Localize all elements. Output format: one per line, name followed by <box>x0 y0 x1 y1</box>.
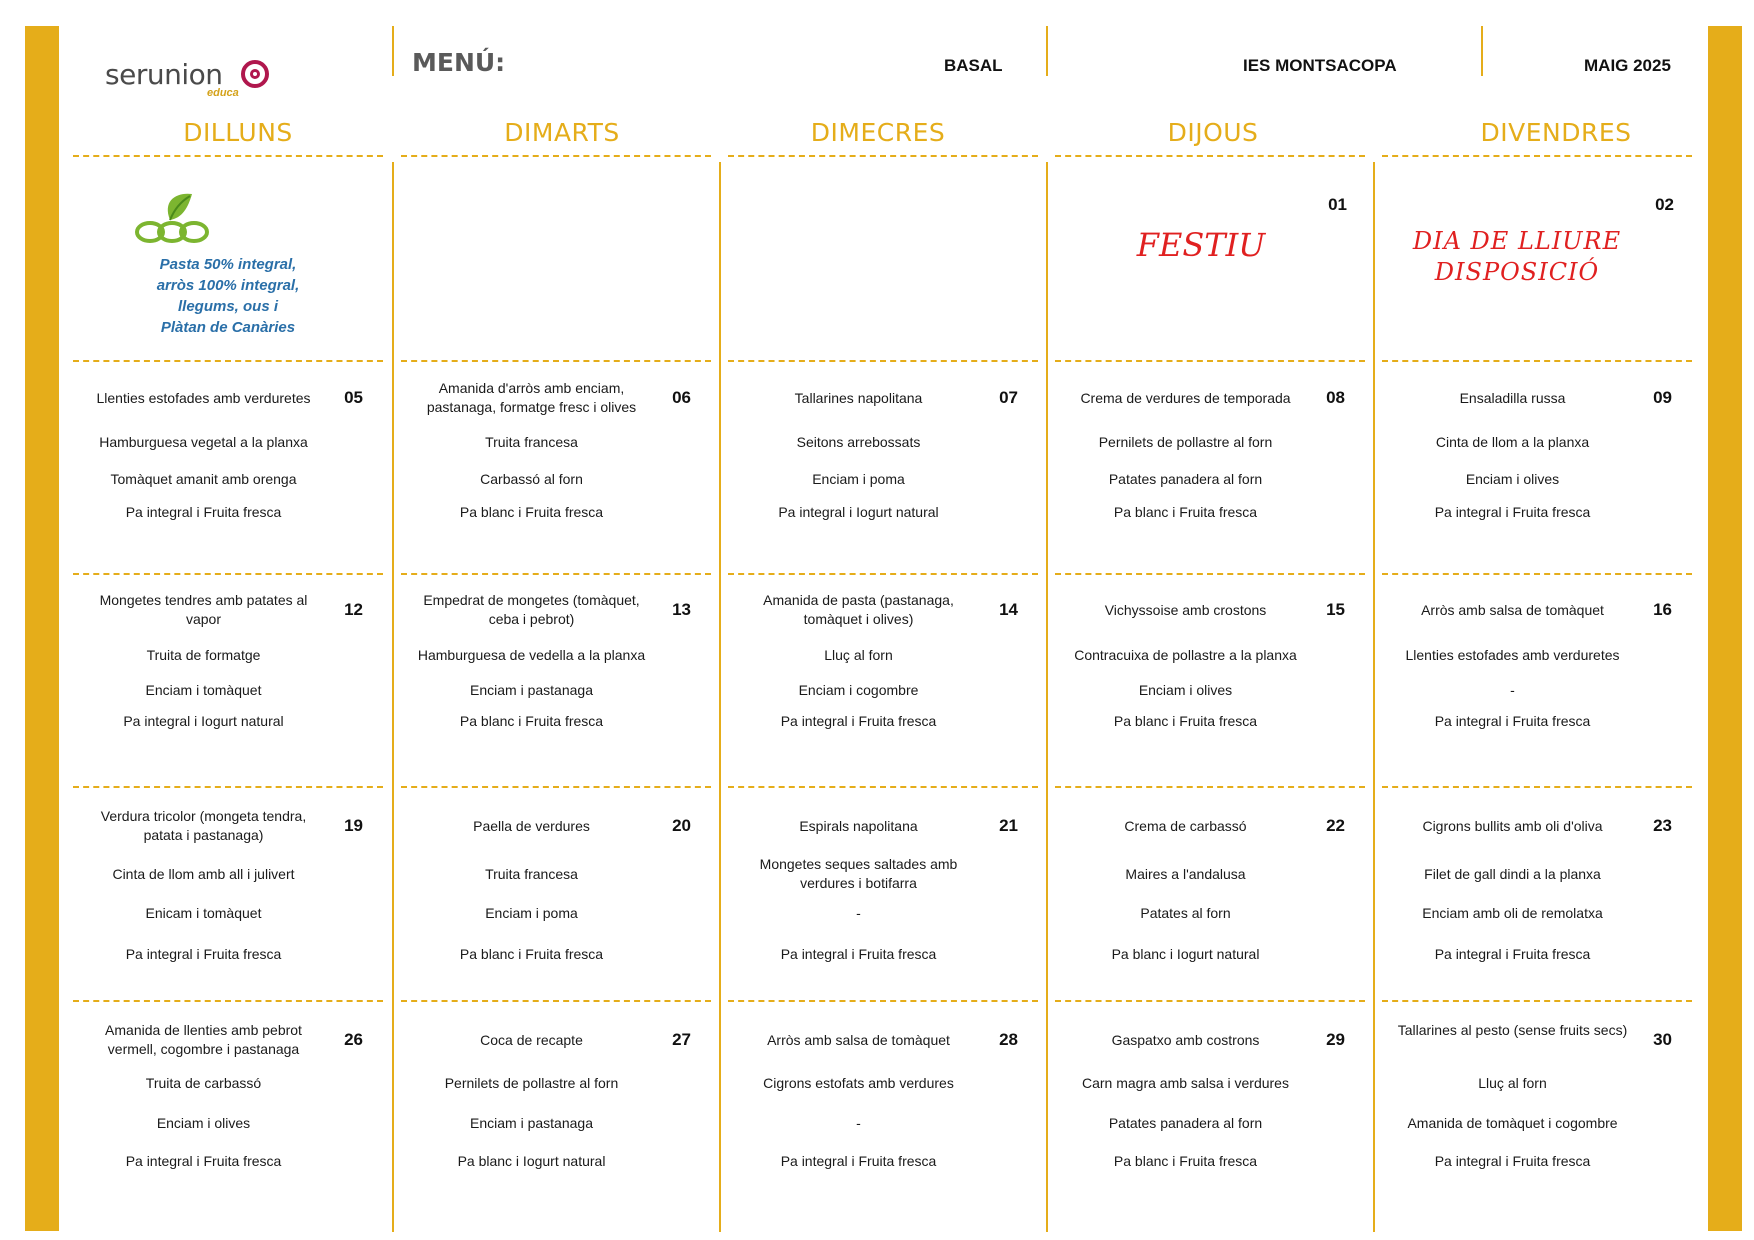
side-dish: Amanida de tomàquet i cogombre <box>1407 1115 1618 1131</box>
day-number: 28 <box>999 1030 1018 1049</box>
row-separator <box>1382 360 1692 362</box>
serunion-logo <box>105 58 285 98</box>
bread-and-dessert: Pa blanc i Fruita fresca <box>459 713 604 729</box>
bread-and-dessert: Pa integral i Fruita fresca <box>780 713 937 729</box>
side-dish: Enciam i olives <box>1138 682 1233 698</box>
row-separator <box>401 1000 711 1002</box>
side-dish: Enciam i poma <box>812 471 905 487</box>
day-header-friday: DIVENDRES <box>1480 118 1632 147</box>
row-separator <box>73 1000 383 1002</box>
first-course: Paella de verdures <box>473 818 590 834</box>
row-separator <box>1055 573 1365 575</box>
day-number: 19 <box>344 816 363 835</box>
bread-and-dessert: Pa integral i Iogurt natural <box>778 504 939 520</box>
second-course: Truita de carbassó <box>145 1075 262 1091</box>
day-number: 15 <box>1326 600 1345 619</box>
bread-and-dessert: Pa integral i Fruita fresca <box>1434 504 1591 520</box>
day-cell <box>1055 378 1367 568</box>
second-course: Lluç al forn <box>1478 1075 1547 1091</box>
side-dish: Enciam i olives <box>156 1115 251 1131</box>
row-separator <box>1055 786 1365 788</box>
eco-note-line: Pasta 50% integral, <box>159 256 297 273</box>
day-cell <box>1055 806 1367 996</box>
second-course: Llenties estofades amb verduretes <box>1405 647 1620 663</box>
day-cell <box>1382 806 1694 996</box>
day-number: 30 <box>1653 1030 1672 1049</box>
day-cell <box>1057 190 1369 350</box>
side-dish: Enciam i tomàquet <box>145 682 262 698</box>
day-cell <box>1382 1020 1694 1210</box>
first-course: Amanida de llenties amb pebrot vermell, cogombre i pastanaga <box>105 1022 302 1057</box>
first-course: Amanida de pasta (pastanaga, tomàquet i olives) <box>763 592 954 627</box>
column-divider <box>1373 162 1375 1232</box>
left-accent-bar <box>25 26 59 1231</box>
second-course: Pernilets de pollastre al forn <box>1098 434 1273 450</box>
row-separator <box>401 360 711 362</box>
day-number: 06 <box>672 388 691 407</box>
second-course: Hamburguesa de vedella a la planxa <box>417 647 646 663</box>
festiu-label: FESTIU <box>1136 226 1266 264</box>
first-course: Amanida d'arròs amb enciam, pastanaga, formatge fresc i olives <box>426 380 637 415</box>
day-number: 09 <box>1653 388 1672 407</box>
logo-subtext: educa <box>207 87 239 99</box>
row-separator <box>401 573 711 575</box>
first-course: Tallarines al pesto (sense fruits secs) <box>1397 1022 1628 1038</box>
row-separator <box>401 155 711 157</box>
header-separator <box>1481 26 1483 76</box>
row-separator <box>73 786 383 788</box>
row-separator <box>73 155 383 157</box>
row-separator <box>1382 573 1692 575</box>
side-dish: Patates al forn <box>1140 905 1231 921</box>
day-cell <box>401 1020 713 1210</box>
eco-note <box>128 254 328 338</box>
side-dish: Patates panadera al forn <box>1108 1115 1263 1131</box>
day-number: 26 <box>344 1030 363 1049</box>
day-cell <box>401 378 713 568</box>
side-dish: Enciam i olives <box>1465 471 1560 487</box>
bread-and-dessert: Pa integral i Fruita fresca <box>1434 1153 1591 1169</box>
day-cell <box>401 806 713 996</box>
first-course: Ensaladilla russa <box>1459 390 1566 406</box>
second-course: Maires a l'andalusa <box>1125 866 1246 882</box>
bread-and-dessert: Pa blanc i Fruita fresca <box>1113 713 1258 729</box>
row-separator <box>1055 360 1365 362</box>
day-number: 13 <box>672 600 691 619</box>
day-number: 16 <box>1653 600 1672 619</box>
row-separator <box>401 786 711 788</box>
row-separator <box>1382 1000 1692 1002</box>
side-dish: Enciam i poma <box>485 905 578 921</box>
day-header-tuesday: DIMARTS <box>504 118 620 147</box>
day-cell <box>73 806 385 996</box>
second-course: Lluç al forn <box>824 647 893 663</box>
first-course: Gaspatxo amb costrons <box>1111 1032 1260 1048</box>
side-dish: Patates panadera al forn <box>1108 471 1263 487</box>
day-cell <box>1382 378 1694 568</box>
day-number: 01 <box>1328 195 1347 214</box>
bread-and-dessert: Pa blanc i Fruita fresca <box>459 504 604 520</box>
day-cell <box>728 378 1040 568</box>
eco-note-line: Plàtan de Canàries <box>160 319 296 336</box>
day-number: 23 <box>1653 816 1672 835</box>
right-accent-bar <box>1708 26 1742 1231</box>
day-cell <box>1055 1020 1367 1210</box>
first-course: Cigrons bullits amb oli d'oliva <box>1422 818 1603 834</box>
second-course: Mongetes seques saltades amb verdures i botifarra <box>759 856 958 891</box>
month-label: MAIG 2025 <box>1584 56 1671 75</box>
day-number: 07 <box>999 388 1018 407</box>
side-dish: Carbassó al forn <box>480 471 583 487</box>
second-course: Cinta de llom a la planxa <box>1435 434 1590 450</box>
bread-and-dessert: Pa integral i Fruita fresca <box>780 1153 937 1169</box>
row-separator <box>1055 1000 1365 1002</box>
day-number: 22 <box>1326 816 1345 835</box>
day-cell <box>1382 590 1694 780</box>
row-separator <box>1055 155 1365 157</box>
first-course: Llenties estofades amb verduretes <box>96 390 311 406</box>
first-course: Arròs amb salsa de tomàquet <box>767 1032 950 1048</box>
day-cell <box>728 1020 1040 1210</box>
first-course: Espirals napolitana <box>799 818 918 834</box>
first-course: Crema de carbassó <box>1124 818 1247 834</box>
row-separator <box>728 786 1038 788</box>
header-separator <box>392 26 394 76</box>
menu-label: MENÚ: <box>412 48 506 77</box>
second-course: Truita francesa <box>485 866 578 882</box>
bread-and-dessert: Pa integral i Fruita fresca <box>125 504 282 520</box>
second-course: Filet de gall dindi a la planxa <box>1424 866 1601 882</box>
free-day-label: DIA DE LLIURE DISPOSICIÓ <box>1412 227 1622 286</box>
day-number: 12 <box>344 600 363 619</box>
second-course: Cinta de llom amb all i julivert <box>112 866 295 882</box>
column-divider <box>1046 162 1048 1232</box>
row-separator <box>728 1000 1038 1002</box>
day-cell <box>728 590 1040 780</box>
bread-and-dessert: Pa blanc i Fruita fresca <box>1113 504 1258 520</box>
bread-and-dessert: Pa blanc i Iogurt natural <box>1111 946 1260 962</box>
row-separator <box>1382 786 1692 788</box>
first-course: Crema de verdures de temporada <box>1080 390 1291 406</box>
row-separator <box>728 573 1038 575</box>
day-header-monday: DILLUNS <box>183 118 293 147</box>
logo-swirl-icon <box>241 60 269 88</box>
eco-note-line: arròs 100% integral, <box>156 277 300 294</box>
day-number: 21 <box>999 816 1018 835</box>
day-number: 08 <box>1326 388 1345 407</box>
row-separator <box>73 573 383 575</box>
side-dish: Enciam i pastanaga <box>470 682 593 698</box>
eco-note-line: llegums, ous i <box>177 298 279 315</box>
day-number: 29 <box>1326 1030 1345 1049</box>
first-course: Tallarines napolitana <box>794 390 923 406</box>
row-separator <box>728 155 1038 157</box>
side-dish: - <box>856 1115 861 1131</box>
day-number: 20 <box>672 816 691 835</box>
day-cell <box>73 590 385 780</box>
bread-and-dessert: Pa integral i Fruita fresca <box>1434 946 1591 962</box>
column-divider <box>392 162 394 1232</box>
side-dish: Enciam i cogombre <box>798 682 919 698</box>
first-course: Verdura tricolor (mongeta tendra, patata i pastanaga) <box>100 808 307 843</box>
second-course: Pernilets de pollastre al forn <box>444 1075 619 1091</box>
bread-and-dessert: Pa blanc i Iogurt natural <box>457 1153 606 1169</box>
row-separator <box>728 360 1038 362</box>
second-course: Contracuixa de pollastre a la planxa <box>1074 647 1297 663</box>
second-course: Truita de formatge <box>146 647 261 663</box>
bread-and-dessert: Pa integral i Fruita fresca <box>780 946 937 962</box>
side-dish: Tomàquet amanit amb orenga <box>110 471 297 487</box>
day-cell <box>73 378 385 568</box>
day-header-wednesday: DIMECRES <box>810 118 946 147</box>
school-name: IES MONTSACOPA <box>1243 56 1397 75</box>
first-course: Mongetes tendres amb patates al vapor <box>99 592 308 627</box>
eco-leaf-icon <box>122 190 222 244</box>
day-cell <box>401 590 713 780</box>
logo-text: serunion <box>105 58 223 91</box>
side-dish: Enciam amb oli de remolatxa <box>1422 905 1603 921</box>
day-header-thursday: DIJOUS <box>1167 118 1259 147</box>
bread-and-dessert: Pa integral i Fruita fresca <box>1434 713 1591 729</box>
second-course: Carn magra amb salsa i verdures <box>1082 1075 1289 1091</box>
row-separator <box>73 360 383 362</box>
diet-label: BASAL <box>944 56 1003 75</box>
day-number: 05 <box>344 388 363 407</box>
day-number: 02 <box>1655 195 1674 214</box>
day-number: 14 <box>999 600 1018 619</box>
column-divider <box>719 162 721 1232</box>
day-cell <box>728 806 1040 996</box>
first-course: Empedrat de mongetes (tomàquet, ceba i pebrot) <box>423 592 640 627</box>
side-dish: - <box>1510 682 1515 698</box>
second-course: Truita francesa <box>485 434 578 450</box>
first-course: Arròs amb salsa de tomàquet <box>1421 602 1604 618</box>
side-dish: Enciam i pastanaga <box>470 1115 593 1131</box>
bread-and-dessert: Pa integral i Fruita fresca <box>125 946 282 962</box>
second-course: Seitons arrebossats <box>796 434 921 450</box>
bread-and-dessert: Pa integral i Iogurt natural <box>123 713 284 729</box>
bread-and-dessert: Pa blanc i Fruita fresca <box>459 946 604 962</box>
second-course: Hamburguesa vegetal a la planxa <box>99 434 308 450</box>
row-separator <box>1382 155 1692 157</box>
side-dish: - <box>856 905 861 921</box>
second-course: Cigrons estofats amb verdures <box>763 1075 954 1091</box>
bread-and-dessert: Pa integral i Fruita fresca <box>125 1153 282 1169</box>
header-separator <box>1046 26 1048 76</box>
bread-and-dessert: Pa blanc i Fruita fresca <box>1113 1153 1258 1169</box>
day-cell <box>73 1020 385 1210</box>
first-course: Coca de recapte <box>480 1032 583 1048</box>
day-cell <box>1384 190 1696 350</box>
side-dish: Enicam i tomàquet <box>145 905 262 921</box>
day-cell <box>1055 590 1367 780</box>
day-number: 27 <box>672 1030 691 1049</box>
first-course: Vichyssoise amb crostons <box>1104 602 1267 618</box>
